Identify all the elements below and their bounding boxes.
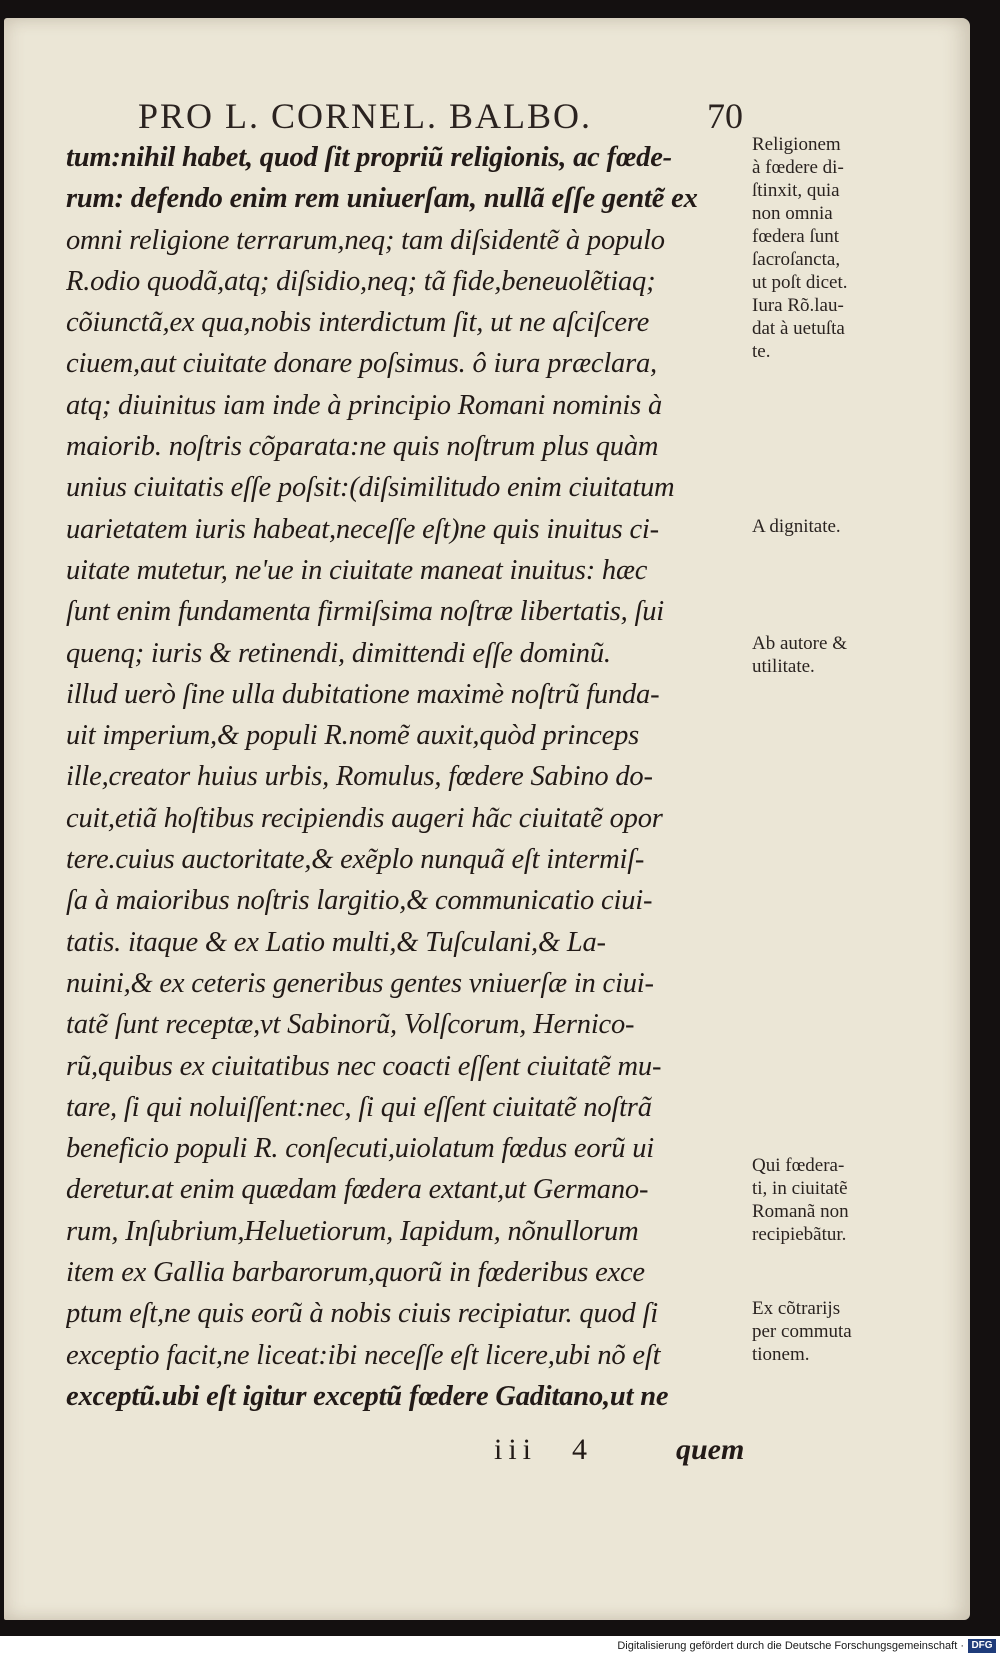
text-line: maiorib. noſtris cõparata:ne quis noſtrum plus quàm — [66, 431, 659, 463]
text-line: quenq; iuris & retinendi, dimittendi eſſe dominũ. — [66, 637, 611, 669]
margin-note-line: non omnia — [752, 203, 833, 224]
text-line: item ex Gallia barbarorum,quorũ in fœderibus exce — [66, 1257, 645, 1289]
text-line: omni religione terrarum,neq; tam diſsidentẽ à populo — [66, 224, 665, 256]
text-line: deretur.at enim quædam fœdera extant,ut Germano- — [66, 1174, 649, 1206]
text-line: exceptio facit,ne liceat:ibi neceſſe eſt licere,ubi nõ eſt — [66, 1339, 661, 1371]
margin-note-line: à fœdere di- — [752, 157, 844, 178]
margin-note-dignitate — [752, 515, 904, 538]
body-text — [66, 137, 746, 1417]
margin-note-line: ſacroſancta, — [752, 249, 841, 270]
margin-note-line: te. — [752, 341, 771, 362]
text-line: uit imperium,& populi R.nomẽ auxit,quòd princeps — [66, 720, 640, 752]
margin-note-line: Iura Rõ.lau- — [752, 295, 844, 316]
text-line: ciuem,aut ciuitate donare poſsimus. ô iura præclara, — [66, 348, 657, 380]
text-line: rum: defendo enim rem uniuerſam, nullã eſſe gentẽ ex — [66, 183, 698, 215]
dfg-logo-icon: DFG — [968, 1639, 996, 1653]
text-line: cõiunctã,ex qua,nobis interdictum ſit, ut ne aſciſcere — [66, 307, 650, 339]
catchword: quem — [676, 1433, 745, 1466]
margin-note-line: fœdera ſunt — [752, 226, 840, 247]
text-line: cuit,etiã hoſtibus recipiendis augeri hãc ciuitatẽ opor — [66, 802, 663, 834]
text-line: rũ,quibus ex ciuitatibus nec coacti eſſent ciuitatẽ mu- — [66, 1050, 662, 1082]
margin-note-line: tionem. — [752, 1344, 810, 1365]
text-line: rum, Inſubrium,Heluetiorum, Iapidum, nõnullorum — [66, 1215, 639, 1247]
text-line: uarietatem iuris habeat,neceſſe eſt)ne quis inuitus ci- — [66, 513, 659, 545]
text-line: ſa à maioribus noſtris largitio,& communicatio ciui- — [66, 885, 653, 917]
margin-note-line: Religionem — [752, 134, 841, 155]
text-line: nuini,& ex ceteris generibus gentes vniuerſæ in ciui- — [66, 967, 654, 999]
margin-note-line: utilitate. — [752, 656, 815, 677]
margin-note-line: A dignitate. — [752, 516, 841, 537]
margin-note-line: dat à uetuſta — [752, 318, 845, 339]
text-line: beneficio populi R. conſecuti,uiolatum fœdus eorũ ui — [66, 1133, 655, 1165]
footer-credit: Digitalisierung gefördert durch die Deutsche Forschungsgemeinschaft · — [617, 1640, 964, 1652]
margin-note-line: ut poſt dicet. — [752, 272, 848, 293]
text-line: atq; diuinitus iam inde à principio Romani nominis à — [66, 389, 663, 421]
text-line: ſunt enim fundamenta firmiſsima noſtræ libertatis, ſui — [66, 596, 665, 628]
text-line: tatis. itaque & ex Latio multi,& Tuſculani,& La- — [66, 926, 606, 958]
margin-note-line: Ab autore & — [752, 633, 847, 654]
text-line: tare, ſi qui noluiſſent:nec, ſi qui eſſent ciuitatẽ noſtrã — [66, 1091, 652, 1123]
text-line: ille,creator huius urbis, Romulus, fœdere Sabino do- — [66, 761, 653, 793]
text-line: tere.cuius auctoritate,& exẽplo nunquã eſt intermiſ- — [66, 844, 645, 876]
signature-mark: iii — [494, 1433, 538, 1466]
margin-note-line: Qui fœdera- — [752, 1155, 845, 1176]
margin-note-autore — [752, 632, 904, 678]
margin-note-line: recipiebãtur. — [752, 1224, 847, 1245]
page-header — [138, 95, 743, 137]
text-line: tatẽ ſunt receptæ,vt Sabinorũ, Volſcorum, Hernico- — [66, 1009, 635, 1041]
text-line: exceptũ.ubi eſt igitur exceptũ fœdere Gaditano,ut ne — [66, 1380, 669, 1412]
margin-note-line: Ex cõtrarijs — [752, 1298, 841, 1319]
margin-note-line: ſtinxit, quia — [752, 180, 840, 201]
signature-number: 4 — [572, 1433, 587, 1466]
margin-note-foederati — [752, 1154, 904, 1246]
text-line: ptum eſt,ne quis eorũ à nobis ciuis recipiatur. quod ſi — [66, 1298, 658, 1330]
text-line: unius ciuitatis eſſe poſsit:(diſsimilitudo enim ciuitatum — [66, 472, 675, 504]
text-line: tum:nihil habet, quod ſit propriũ religionis, ac fœde- — [66, 142, 672, 173]
running-title: PRO L. CORNEL. BALBO. — [138, 96, 593, 136]
text-line: illud uerò ſine ulla dubitatione maximè noſtrũ funda- — [66, 678, 660, 710]
margin-note-religion — [752, 133, 904, 363]
margin-note-line: ti, in ciuitatẽ — [752, 1178, 848, 1199]
text-line: uitate mutetur, ne'ue in ciuitate maneat inuitus: hæc — [66, 554, 648, 586]
page-number: 70 — [707, 96, 743, 136]
text-line: R.odio quodã,atq; diſsidio,neq; tã fide,beneuolẽtiaq; — [66, 265, 656, 297]
margin-note-line: Romanã non — [752, 1201, 849, 1222]
margin-note-line: per commuta — [752, 1321, 852, 1342]
margin-note-contrariis — [752, 1297, 904, 1366]
